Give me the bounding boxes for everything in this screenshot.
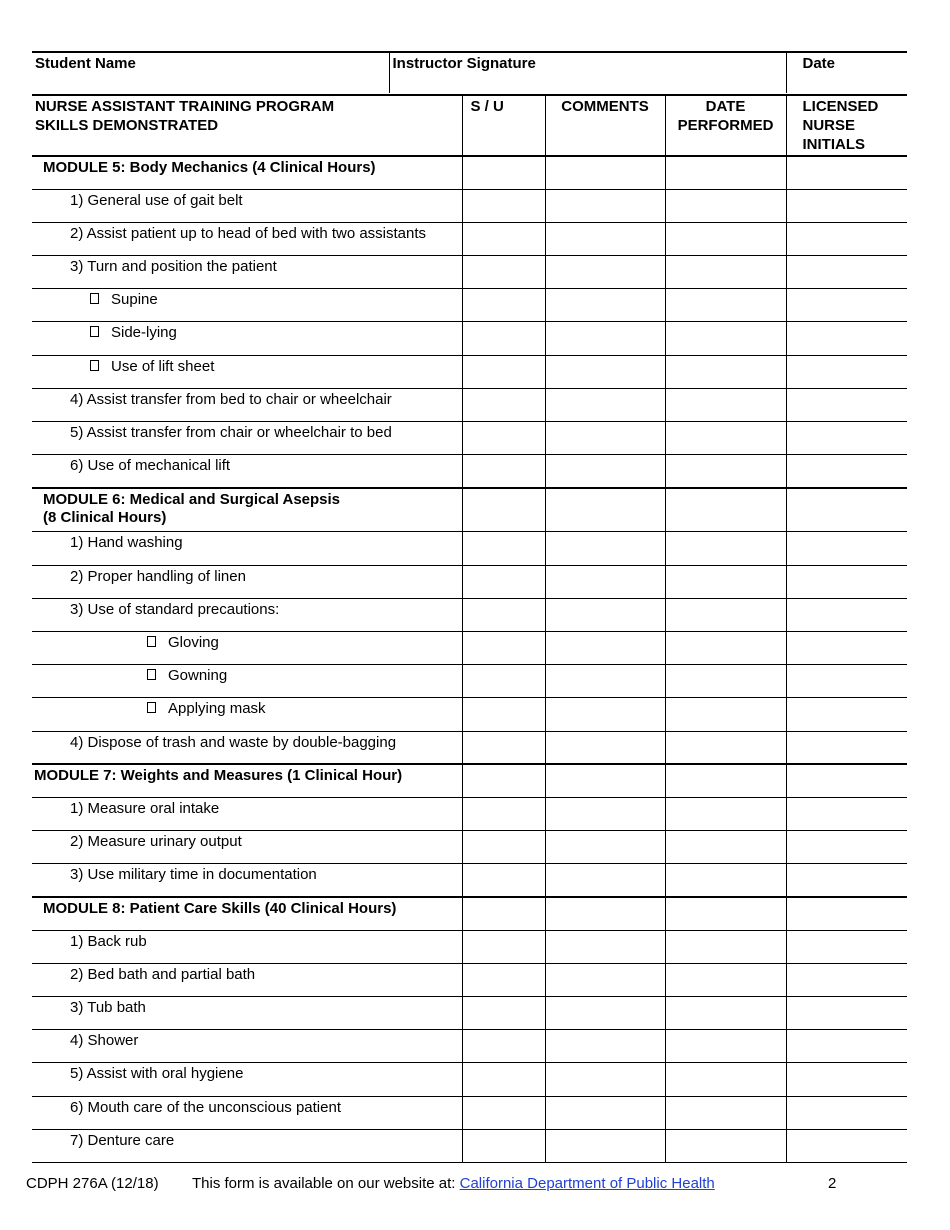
date-cell[interactable] bbox=[665, 455, 786, 488]
date-label: Date bbox=[802, 55, 836, 72]
su-cell[interactable] bbox=[462, 1129, 545, 1162]
skills-table-header bbox=[32, 95, 907, 156]
table-row bbox=[32, 831, 907, 864]
initials-cell[interactable] bbox=[786, 963, 907, 996]
su-cell[interactable] bbox=[462, 930, 545, 963]
sub-skill-label: Side-lying bbox=[111, 324, 177, 342]
comments-cell[interactable] bbox=[545, 930, 665, 963]
su-cell[interactable] bbox=[462, 289, 545, 322]
table-row bbox=[32, 797, 907, 830]
checkbox-icon[interactable] bbox=[90, 326, 99, 337]
initials-cell[interactable] bbox=[786, 1129, 907, 1162]
date-cell[interactable] bbox=[665, 189, 786, 222]
form-code: CDPH 276A (12/18) bbox=[26, 1175, 159, 1192]
date-cell[interactable] bbox=[665, 355, 786, 388]
date-cell[interactable] bbox=[665, 698, 786, 731]
su-cell[interactable] bbox=[462, 963, 545, 996]
date-cell[interactable] bbox=[665, 565, 786, 598]
table-row bbox=[32, 355, 907, 388]
comments-cell[interactable] bbox=[545, 731, 665, 764]
licensed-nurse-initials-header: LICENSED NURSE INITIALS bbox=[786, 95, 907, 156]
su-cell[interactable] bbox=[462, 532, 545, 565]
signature-table bbox=[32, 51, 907, 93]
initials-cell[interactable] bbox=[786, 864, 907, 897]
table-row bbox=[32, 532, 907, 565]
skill-label: 1) General use of gait belt bbox=[32, 189, 462, 222]
su-cell[interactable] bbox=[462, 455, 545, 488]
comments-cell[interactable] bbox=[545, 997, 665, 1030]
table-row-module-8 bbox=[32, 897, 907, 930]
skill-label: 3) Use of standard precautions: bbox=[32, 598, 462, 631]
date-cell[interactable] bbox=[665, 1030, 786, 1063]
table-row bbox=[32, 1063, 907, 1096]
module-heading: MODULE 7: Weights and Measures (1 Clinical Hour) bbox=[32, 764, 462, 797]
comments-cell[interactable] bbox=[545, 189, 665, 222]
sub-skill bbox=[32, 355, 462, 388]
sub-skill bbox=[32, 631, 462, 664]
date-cell[interactable] bbox=[665, 422, 786, 455]
date-cell[interactable] bbox=[665, 731, 786, 764]
su-cell[interactable] bbox=[462, 488, 545, 532]
initials-cell[interactable] bbox=[786, 565, 907, 598]
su-cell[interactable] bbox=[462, 631, 545, 664]
skill-label: 6) Mouth care of the unconscious patient bbox=[32, 1096, 462, 1129]
date-cell[interactable] bbox=[665, 1063, 786, 1096]
skill-label: 3) Use military time in documentation bbox=[32, 864, 462, 897]
table-row bbox=[32, 963, 907, 996]
skills-table bbox=[32, 94, 907, 1163]
date-performed-header: DATE PERFORMED bbox=[665, 95, 786, 156]
table-row bbox=[32, 222, 907, 255]
table-row bbox=[32, 189, 907, 222]
comments-cell[interactable] bbox=[545, 963, 665, 996]
skill-label: 3) Turn and position the patient bbox=[32, 256, 462, 289]
initials-cell[interactable] bbox=[786, 189, 907, 222]
table-row bbox=[32, 598, 907, 631]
su-cell[interactable] bbox=[462, 1030, 545, 1063]
sub-skill-label: Supine bbox=[111, 291, 158, 309]
comments-cell[interactable] bbox=[545, 322, 665, 355]
instructor-signature-field[interactable] bbox=[389, 52, 786, 93]
sub-skill bbox=[32, 698, 462, 731]
table-row bbox=[32, 565, 907, 598]
comments-cell[interactable] bbox=[545, 1063, 665, 1096]
comments-cell[interactable] bbox=[545, 831, 665, 864]
comments-cell[interactable] bbox=[545, 355, 665, 388]
initials-cell[interactable] bbox=[786, 997, 907, 1030]
skill-label: 1) Hand washing bbox=[32, 532, 462, 565]
skill-label: 4) Dispose of trash and waste by double-bagging bbox=[32, 731, 462, 764]
table-row bbox=[32, 289, 907, 322]
su-cell[interactable] bbox=[462, 156, 545, 189]
skill-label: 2) Measure urinary output bbox=[32, 831, 462, 864]
date-cell[interactable] bbox=[665, 1129, 786, 1162]
instructor-signature-label: Instructor Signature bbox=[392, 55, 536, 72]
initials-cell[interactable] bbox=[786, 1063, 907, 1096]
date-cell[interactable] bbox=[665, 222, 786, 255]
su-cell[interactable] bbox=[462, 731, 545, 764]
initials-cell[interactable] bbox=[786, 422, 907, 455]
su-header: S / U bbox=[462, 95, 545, 156]
skill-label: 2) Proper handling of linen bbox=[32, 565, 462, 598]
comments-cell[interactable] bbox=[545, 1096, 665, 1129]
initials-cell[interactable] bbox=[786, 222, 907, 255]
initials-cell[interactable] bbox=[786, 256, 907, 289]
student-name-field[interactable] bbox=[32, 52, 389, 93]
comments-cell[interactable] bbox=[545, 1129, 665, 1162]
skill-label: 7) Denture care bbox=[32, 1129, 462, 1162]
date-cell[interactable] bbox=[665, 764, 786, 797]
sub-skill bbox=[32, 322, 462, 355]
su-cell[interactable] bbox=[462, 1063, 545, 1096]
initials-cell[interactable] bbox=[786, 1030, 907, 1063]
su-cell[interactable] bbox=[462, 897, 545, 930]
date-cell[interactable] bbox=[665, 963, 786, 996]
checkbox-icon[interactable] bbox=[90, 293, 99, 304]
initials-cell[interactable] bbox=[786, 1096, 907, 1129]
skill-label: 1) Measure oral intake bbox=[32, 797, 462, 830]
su-cell[interactable] bbox=[462, 355, 545, 388]
checkbox-icon[interactable] bbox=[147, 702, 156, 713]
date-cell[interactable] bbox=[665, 256, 786, 289]
comments-cell[interactable] bbox=[545, 289, 665, 322]
table-row bbox=[32, 665, 907, 698]
su-cell[interactable] bbox=[462, 997, 545, 1030]
initials-cell[interactable] bbox=[786, 355, 907, 388]
checkbox-icon[interactable] bbox=[147, 636, 156, 647]
table-row bbox=[32, 1030, 907, 1063]
initials-cell[interactable] bbox=[786, 156, 907, 189]
initials-cell[interactable] bbox=[786, 731, 907, 764]
table-row bbox=[32, 731, 907, 764]
table-row bbox=[32, 997, 907, 1030]
comments-header: COMMENTS bbox=[545, 95, 665, 156]
sub-skill bbox=[32, 289, 462, 322]
sub-skill-label: Gowning bbox=[168, 667, 228, 685]
student-name-label: Student Name bbox=[35, 55, 136, 72]
checkbox-icon[interactable] bbox=[147, 669, 156, 680]
skill-label: 3) Tub bath bbox=[32, 997, 462, 1030]
initials-cell[interactable] bbox=[786, 598, 907, 631]
su-cell[interactable] bbox=[462, 797, 545, 830]
comments-cell[interactable] bbox=[545, 455, 665, 488]
initials-cell[interactable] bbox=[786, 897, 907, 930]
skill-label: 5) Assist transfer from chair or wheelchair to bed bbox=[32, 422, 462, 455]
sub-skill bbox=[32, 665, 462, 698]
availability-text: This form is available on our website at: California Department of Public Health bbox=[192, 1175, 715, 1192]
table-row bbox=[32, 422, 907, 455]
skill-label: 4) Assist transfer from bed to chair or wheelchair bbox=[32, 388, 462, 421]
date-cell[interactable] bbox=[665, 997, 786, 1030]
su-cell[interactable] bbox=[462, 598, 545, 631]
date-cell[interactable] bbox=[665, 322, 786, 355]
comments-cell[interactable] bbox=[545, 422, 665, 455]
comments-cell[interactable] bbox=[545, 864, 665, 897]
comments-cell[interactable] bbox=[545, 665, 665, 698]
skills-header: NURSE ASSISTANT TRAINING PROGRAM SKILLS DEMONSTRATED bbox=[32, 95, 462, 156]
sub-skill-label: Use of lift sheet bbox=[111, 357, 215, 375]
table-row bbox=[32, 698, 907, 731]
comments-cell[interactable] bbox=[545, 797, 665, 830]
comments-cell[interactable] bbox=[545, 764, 665, 797]
table-row bbox=[32, 388, 907, 421]
date-cell[interactable] bbox=[665, 156, 786, 189]
date-cell[interactable] bbox=[665, 897, 786, 930]
cdph-website-link[interactable]: California Department of Public Health bbox=[459, 1175, 715, 1192]
su-cell[interactable] bbox=[462, 1096, 545, 1129]
table-row bbox=[32, 930, 907, 963]
table-row bbox=[32, 455, 907, 488]
date-cell[interactable] bbox=[665, 289, 786, 322]
skill-label: 6) Use of mechanical lift bbox=[32, 455, 462, 488]
table-row bbox=[32, 1096, 907, 1129]
su-cell[interactable] bbox=[462, 565, 545, 598]
su-cell[interactable] bbox=[462, 864, 545, 897]
comments-cell[interactable] bbox=[545, 897, 665, 930]
su-cell[interactable] bbox=[462, 831, 545, 864]
initials-cell[interactable] bbox=[786, 455, 907, 488]
table-row bbox=[32, 1129, 907, 1162]
comments-cell[interactable] bbox=[545, 488, 665, 532]
date-cell[interactable] bbox=[665, 631, 786, 664]
date-field[interactable] bbox=[786, 52, 907, 93]
su-cell[interactable] bbox=[462, 388, 545, 421]
comments-cell[interactable] bbox=[545, 1030, 665, 1063]
skill-label: 4) Shower bbox=[32, 1030, 462, 1063]
date-cell[interactable] bbox=[665, 598, 786, 631]
skill-label: 1) Back rub bbox=[32, 930, 462, 963]
initials-cell[interactable] bbox=[786, 289, 907, 322]
checkbox-icon[interactable] bbox=[90, 360, 99, 371]
su-cell[interactable] bbox=[462, 222, 545, 255]
date-cell[interactable] bbox=[665, 665, 786, 698]
initials-cell[interactable] bbox=[786, 532, 907, 565]
page-number: 2 bbox=[828, 1175, 837, 1192]
initials-cell[interactable] bbox=[786, 764, 907, 797]
date-cell[interactable] bbox=[665, 532, 786, 565]
date-cell[interactable] bbox=[665, 864, 786, 897]
module-heading: MODULE 5: Body Mechanics (4 Clinical Hours) bbox=[32, 156, 462, 189]
skill-label: 2) Bed bath and partial bath bbox=[32, 963, 462, 996]
table-row-module-6 bbox=[32, 488, 907, 532]
date-cell[interactable] bbox=[665, 930, 786, 963]
su-cell[interactable] bbox=[462, 764, 545, 797]
table-row-module-5 bbox=[32, 156, 907, 189]
su-cell[interactable] bbox=[462, 322, 545, 355]
initials-cell[interactable] bbox=[786, 665, 907, 698]
comments-cell[interactable] bbox=[545, 598, 665, 631]
comments-cell[interactable] bbox=[545, 631, 665, 664]
date-cell[interactable] bbox=[665, 1096, 786, 1129]
initials-cell[interactable] bbox=[786, 388, 907, 421]
su-cell[interactable] bbox=[462, 698, 545, 731]
date-cell[interactable] bbox=[665, 831, 786, 864]
comments-cell[interactable] bbox=[545, 388, 665, 421]
skill-label: 5) Assist with oral hygiene bbox=[32, 1063, 462, 1096]
skill-label: 2) Assist patient up to head of bed with two assistants bbox=[32, 222, 462, 255]
date-cell[interactable] bbox=[665, 488, 786, 532]
sub-skill-label: Applying mask bbox=[168, 700, 266, 718]
su-cell[interactable] bbox=[462, 189, 545, 222]
initials-cell[interactable] bbox=[786, 631, 907, 664]
comments-cell[interactable] bbox=[545, 156, 665, 189]
initials-cell[interactable] bbox=[786, 698, 907, 731]
comments-cell[interactable] bbox=[545, 698, 665, 731]
initials-cell[interactable] bbox=[786, 797, 907, 830]
initials-cell[interactable] bbox=[786, 488, 907, 532]
comments-cell[interactable] bbox=[545, 222, 665, 255]
date-cell[interactable] bbox=[665, 797, 786, 830]
table-row bbox=[32, 322, 907, 355]
module-heading: MODULE 8: Patient Care Skills (40 Clinical Hours) bbox=[32, 897, 462, 930]
table-row bbox=[32, 256, 907, 289]
su-cell[interactable] bbox=[462, 256, 545, 289]
comments-cell[interactable] bbox=[545, 532, 665, 565]
su-cell[interactable] bbox=[462, 665, 545, 698]
comments-cell[interactable] bbox=[545, 565, 665, 598]
sub-skill-label: Gloving bbox=[168, 633, 219, 651]
date-cell[interactable] bbox=[665, 388, 786, 421]
su-cell[interactable] bbox=[462, 422, 545, 455]
table-row bbox=[32, 631, 907, 664]
initials-cell[interactable] bbox=[786, 930, 907, 963]
initials-cell[interactable] bbox=[786, 831, 907, 864]
initials-cell[interactable] bbox=[786, 322, 907, 355]
comments-cell[interactable] bbox=[545, 256, 665, 289]
table-row bbox=[32, 864, 907, 897]
module-heading: MODULE 6: Medical and Surgical Asepsis (8 Clinical Hours) bbox=[32, 488, 462, 532]
table-row-module-7 bbox=[32, 764, 907, 797]
